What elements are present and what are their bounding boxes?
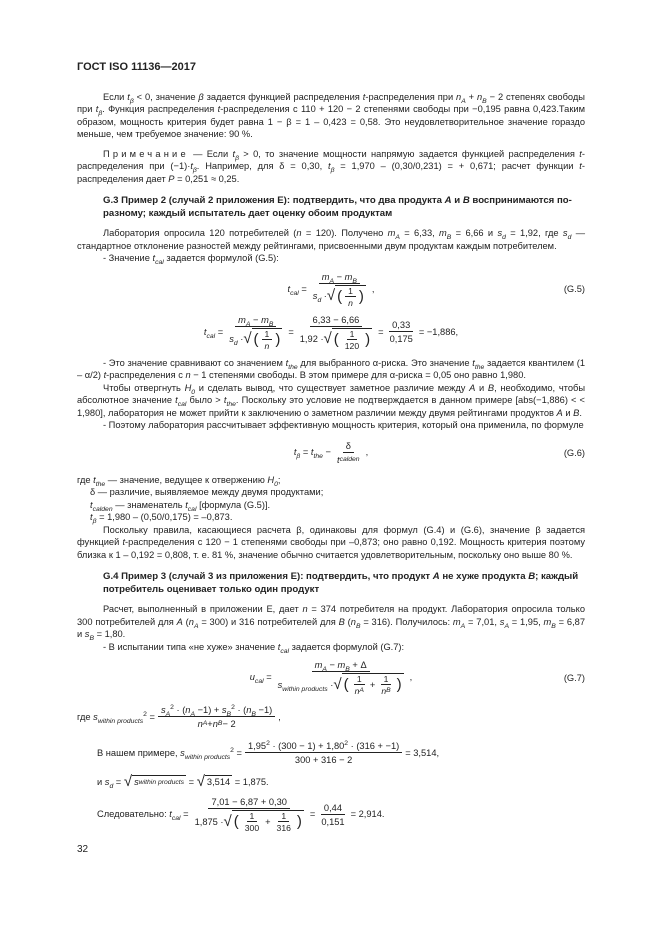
italic-symbol: n	[188, 616, 194, 627]
result: = 3,514,	[405, 747, 440, 758]
subscript: d	[109, 782, 114, 790]
formula-s-within	[77, 702, 585, 732]
subscript: A	[193, 622, 199, 630]
italic-symbol: t	[127, 91, 130, 102]
paragraph: Расчет, выполненный в приложении Е, дает n = 374 потребителя на продукт. Лаборатория опросила только 300 потребителей для A $(n_A = 300)$ и 316 потребителей для B $(n_B = 316)$. Получилось: $m_A = 7,01$, $s_A = 1,95$, $m_B = 6,87$ и $s_B = 1,80$.	[77, 604, 585, 642]
italic-symbol: t	[287, 283, 291, 294]
document-header: ГОСТ ISO 11136—2017	[77, 61, 196, 73]
result: = 1,875.	[234, 776, 269, 787]
formula-lhs: Следовательно: $t_{cal}$ =	[97, 809, 189, 823]
formula-lhs: $t_{cal}$ =	[287, 283, 307, 297]
formula-g6	[77, 438, 585, 468]
italic-symbol: t	[223, 395, 227, 405]
formula-lhs: и $s_d$ =	[97, 776, 122, 790]
formula-result	[77, 796, 585, 833]
italic-symbol: s	[497, 228, 503, 238]
note: Примечание — Если $t_\beta > 0$, то значение мощности напрямую задается функцией распределения t-распределения при $(-1)\cdot t_\beta$. Например, для δ = 0,30, $t_\beta = 1,970 - (0,30/0,231)$ = + 0,671; расчет функции t-распределения дает P = 0,251 ≈ 0,25.	[77, 148, 585, 184]
subscript: d	[317, 296, 322, 304]
fraction	[297, 314, 375, 351]
subscript: B	[446, 233, 452, 241]
italic-symbol: t	[152, 253, 156, 263]
numerator: $1,95^2 \cdot (300 - 1) + 1,80^2 \cdot (316 + -1)$	[245, 740, 402, 753]
subscript: cal	[171, 815, 181, 823]
italic-symbol: B	[338, 616, 345, 627]
italic-symbol: A	[176, 616, 183, 627]
num: 1	[345, 286, 356, 297]
equals: =	[378, 326, 384, 337]
subscript: cal	[290, 289, 299, 297]
paragraph: - В испытании типа «не хуже» значение $t_{cal}$ задается формулой (G.7):	[103, 641, 405, 655]
italic-symbol: m	[387, 228, 396, 238]
italic-symbol: P	[168, 173, 175, 184]
punct: ,	[409, 672, 413, 683]
italic-symbol: n	[456, 91, 462, 102]
subscript: A	[190, 710, 196, 718]
result: = 2,914.	[350, 809, 385, 820]
num: 1	[262, 329, 273, 340]
subscript: within products	[184, 753, 231, 761]
subscript: cal	[254, 678, 264, 686]
subscript: the	[95, 480, 106, 488]
denominator	[297, 327, 375, 351]
italic-symbol: s	[134, 777, 139, 788]
italic-symbol: s	[277, 679, 283, 690]
sqrt: √ ( $\frac{1}{300}$ + $\frac{1}{316}$ )	[223, 811, 302, 833]
formula-label: (G.7)	[563, 672, 585, 683]
italic-symbol: s	[229, 334, 234, 344]
italic-symbol: A	[444, 195, 452, 206]
fraction	[226, 314, 285, 351]
italic-symbol: t	[90, 499, 93, 510]
den-text: $s_d$ ·	[229, 334, 244, 347]
fraction	[310, 271, 369, 308]
num: 1	[381, 674, 392, 685]
num: 1	[354, 674, 365, 685]
italic-symbol: t	[293, 447, 297, 458]
denominator: 300 + 316 − 2	[294, 755, 353, 765]
italic-symbol: t	[93, 474, 96, 485]
italic-symbol: t	[310, 447, 314, 458]
paragraph: - Поэтому лаборатория рассчитывает эффективную мощность критерия, который она применила, по формуле	[103, 420, 584, 430]
numerator: $m_A - m_B + \Delta$	[312, 659, 370, 672]
subscript: B	[551, 622, 556, 630]
num: 1	[278, 811, 289, 822]
den	[262, 340, 273, 351]
subscript: cal	[280, 647, 290, 655]
where-line: $t_\beta = 1,980 - (0,50/0,175) = -0,873$.	[90, 512, 233, 525]
den	[345, 297, 356, 308]
italic-symbol: t	[277, 641, 281, 652]
numerator: 7,01 − 6,87 + 0,30	[208, 796, 289, 809]
italic-symbol: n	[354, 686, 360, 696]
subscript: 0	[274, 480, 278, 488]
subscript: cal	[206, 332, 216, 340]
italic-symbol: n	[185, 370, 191, 380]
den: 300	[244, 823, 260, 833]
sqrt: √ s within products	[123, 773, 185, 790]
superscript: 2	[170, 703, 174, 711]
formula-g5-calc	[77, 314, 585, 351]
italic-symbol: n	[246, 705, 252, 715]
italic-symbol: s	[312, 291, 318, 301]
fraction	[192, 796, 307, 833]
den: 316	[276, 823, 291, 833]
paragraph: - Это значение сравнивают со значением $t_{the}$ для выбранного α-риска. Это значение $t_{the}$ задается квантилем (1 – α/2) t-распределения с n − 1 степенями свободы. В этом примере для α-риска = 0,05 оно равно 1,980.	[77, 357, 586, 380]
subscript: β	[129, 97, 134, 105]
radicand: 3,514	[206, 777, 231, 788]
where-line: $t_{calden}$ — знаменатель $t_{cal}$ [формула (G.5)].	[90, 499, 271, 513]
den: n B	[381, 686, 391, 696]
italic-symbol: m	[238, 314, 246, 325]
fraction	[158, 704, 275, 730]
subscript: B	[251, 710, 256, 718]
formula-lhs: $t_{cal}$ =	[203, 326, 224, 340]
document-page	[77, 61, 585, 839]
italic-symbol: n	[185, 705, 191, 715]
denominator: 0,175	[389, 334, 413, 344]
subscript: the	[288, 363, 298, 371]
num: 1	[247, 811, 258, 822]
italic-symbol: t	[285, 357, 289, 368]
italic-symbol: t	[122, 537, 126, 547]
italic-symbol: m	[452, 616, 461, 627]
numerator: δ	[343, 440, 354, 453]
formula-example	[77, 738, 585, 768]
italic-symbol: t	[185, 499, 188, 510]
subscript: within products	[282, 685, 328, 693]
subscript: A	[322, 665, 327, 673]
denominator	[226, 327, 285, 351]
italic-symbol: n	[348, 297, 353, 308]
paragraph: Лаборатория опросила 120 потребителей (n = 120). Получено $m_A = 6,33$, $m_B = 6,66$ и $s_d = 1,92$, где $s_d$ — стандартное отклонение разностей между рейтингами, присвоенными двум продуктам каждым потребителем.	[77, 228, 585, 251]
italic-symbol: m	[439, 228, 447, 238]
equals: =	[188, 776, 195, 787]
subscript: B	[355, 622, 361, 630]
italic-symbol: n	[477, 91, 483, 102]
subscript: B	[345, 665, 350, 673]
subscript: β	[235, 154, 239, 162]
italic-symbol: m	[344, 271, 353, 282]
sqrt: √ ( $\frac{1}{n}$ )	[326, 285, 364, 308]
superscript: 2	[266, 739, 270, 747]
subscript: β	[192, 166, 197, 174]
italic-symbol: β	[198, 91, 204, 102]
punct: ,	[365, 447, 369, 458]
denominator	[192, 809, 307, 833]
subscript: β	[98, 109, 103, 117]
fraction	[318, 802, 347, 828]
subscript: calden	[92, 505, 113, 513]
superscript: 2	[143, 710, 147, 718]
fraction	[334, 440, 363, 466]
italic-symbol: B	[487, 382, 495, 393]
formula-g5	[77, 271, 585, 308]
subscript: B	[89, 634, 94, 642]
superscript: 2	[231, 703, 235, 711]
subscript: the	[474, 363, 485, 371]
den-text: 1,875 ·	[194, 816, 224, 827]
italic-symbol: n	[212, 719, 218, 729]
subscript: A	[504, 622, 509, 630]
sqrt: √ ( 1 n A + 1 n B )	[333, 674, 402, 696]
subscript: β	[92, 517, 97, 525]
subscript: B	[268, 320, 274, 328]
section-heading-g4: G.4 Пример 3 (случай 3 из приложения Е): подтвердить, что продукт A не хуже продукта B; каждый потребитель оценивает только один продукт	[103, 571, 579, 595]
subscript: d	[233, 339, 238, 347]
italic-symbol: t	[472, 357, 475, 368]
den: 120	[344, 340, 360, 351]
formula-lhs: $t_\beta = t_{the}$ −	[293, 447, 331, 461]
subscript: A	[329, 277, 335, 285]
plus: +	[369, 680, 376, 690]
italic-symbol: n	[296, 228, 302, 238]
italic-symbol: t	[336, 454, 340, 465]
punct: ,	[278, 711, 281, 722]
fraction	[245, 740, 402, 766]
italic-symbol: s	[562, 228, 568, 238]
sqrt: √ ( $\frac{1}{n}$ )	[243, 328, 281, 351]
italic-symbol: m	[314, 660, 323, 670]
italic-symbol: n	[197, 719, 203, 729]
where-line: δ — различие, выявляемое между двумя продуктами;	[90, 487, 324, 497]
italic-symbol: n	[350, 616, 356, 627]
italic-symbol: n	[381, 686, 387, 696]
denominator	[275, 672, 407, 696]
italic-symbol: t	[190, 161, 193, 171]
subscript: A	[245, 320, 251, 328]
italic-symbol: t	[103, 370, 107, 380]
paragraph: - Значение $t_{cal}$ задается формулой (G.5):	[103, 253, 279, 266]
formula-g7	[77, 659, 585, 696]
formula-lhs: где $s_{within products}^2$ =	[77, 710, 155, 725]
italic-symbol: t	[175, 395, 178, 405]
subscript: A	[395, 233, 400, 241]
paragraph: Поскольку правила, касающиеся расчета β, одинаковы для формул (G.4) и (G.6), значение β задается функцией t-распределения с 120 − 1 степенями свободы при –0,873; оно равно 0,192. Мощность критерия поэтому близка к 1 – 0,192 = 0,808, т. е. 81 %, значение обычно считается удовлетворительным, поскольку оно выше 80 %.	[77, 524, 585, 560]
paragraph: Если $t_\beta < 0$, значение β задается функцией распределения t-распределения при $n_A + n_B - 2$ степенях свободы при $t_\beta$. Функция распределения t-распределения с 110 + 120 − 2 степенями свободы при −0,195 равна 0,423.Таким образом, мощность критерия будет равна 1 − β = 1 – 0,423 = 0,58. Это неудовлетворительное значение гораздо меньше, чем требуемое значение: 90 %.	[77, 91, 585, 139]
italic-symbol: s	[221, 705, 227, 715]
den-text: 1,92 ·	[299, 334, 324, 344]
subscript: d	[567, 233, 572, 241]
denominator: n A + n B − 2	[197, 719, 236, 729]
equals: =	[288, 326, 294, 337]
subscript: cal	[187, 505, 197, 513]
fraction	[387, 319, 416, 345]
italic-symbol: s	[84, 629, 90, 639]
subscript: A	[461, 97, 466, 105]
fraction	[275, 659, 407, 696]
italic-symbol: m	[337, 660, 346, 670]
page-number: 32	[77, 844, 89, 855]
numerator: 0,33	[389, 319, 413, 332]
numerator: 0,44	[321, 802, 345, 815]
den-text: $s_d$ ·	[312, 291, 327, 304]
italic-symbol: t	[579, 161, 582, 171]
formula-lhs: $u_{cal}$ =	[249, 672, 272, 686]
italic-symbol: A	[469, 382, 476, 393]
italic-symbol: s	[180, 747, 185, 758]
italic-symbol: A	[556, 407, 563, 418]
subscript: cal	[155, 258, 164, 266]
italic-symbol: u	[249, 672, 255, 683]
plus: +	[265, 817, 271, 827]
subscript: B	[352, 277, 357, 285]
spaced-label: Примечание	[103, 148, 189, 159]
subscript: the	[313, 453, 323, 461]
italic-symbol: A	[432, 571, 440, 582]
italic-symbol: m	[543, 616, 552, 627]
superscript: 2	[230, 746, 234, 754]
sqrt: √ 3,514	[196, 773, 231, 790]
italic-symbol: B	[528, 571, 536, 582]
italic-symbol: t	[232, 148, 236, 159]
italic-symbol: B	[462, 195, 470, 206]
italic-symbol: m	[321, 271, 330, 282]
subscript: within products	[97, 717, 144, 725]
equals: =	[309, 809, 316, 820]
italic-symbol: H	[184, 382, 192, 393]
subscript: B	[226, 710, 232, 718]
italic-symbol: t	[579, 148, 582, 159]
radicand: s within products	[134, 777, 185, 788]
italic-symbol: s	[499, 616, 505, 627]
italic-symbol: t	[362, 91, 366, 102]
subscript: 0	[191, 388, 196, 396]
subscript: cal	[177, 400, 187, 408]
where-line: где $t_{the}$ — значение, ведущее к отвержению $H_0$;	[77, 474, 281, 488]
sqrt: √ ( $\frac{1}{120}$ )	[323, 328, 371, 351]
subscript: β	[296, 453, 301, 461]
italic-symbol: t	[169, 809, 172, 820]
formula-label: (G.6)	[563, 447, 585, 458]
denominator: 0,151	[321, 816, 345, 827]
italic-symbol: n	[302, 604, 308, 614]
italic-symbol: t	[95, 104, 99, 114]
den-text: $s_{within products}$ ·	[277, 679, 334, 693]
numerator: $m_A - m_B$	[235, 314, 276, 327]
formula-lhs: В нашем примере, $s_{within products}^2$ =	[97, 746, 242, 761]
italic-symbol: t	[328, 161, 331, 171]
italic-symbol: B	[573, 407, 580, 418]
subscript: d	[502, 233, 506, 241]
denominator	[310, 284, 369, 308]
result: = −1,886,	[418, 326, 459, 337]
numerator: 6,33 − 6,66	[310, 314, 363, 327]
italic-symbol: s	[160, 705, 166, 715]
italic-symbol: s	[93, 711, 98, 722]
paragraph: Чтобы отвергнуть $H_0$ и сделать вывод, что существует заметное различие между A и B, необходимо, чтобы абсолютное значение $t_{cal}$ было > $t_{the}$. Поскольку это условие не подтверждается в данном примере [abs(−1,886) < < 1,980], лаборатория не может прийти к заключению о заметном различии между двумя рейтингами продуктов A и B.	[77, 382, 585, 418]
italic-symbol: t	[90, 512, 93, 522]
subscript: β	[330, 166, 335, 174]
formula-label: (G.5)	[563, 283, 585, 294]
denominator: t calden	[336, 454, 360, 465]
section-heading-g3: G.3 Пример 2 (случай 2 приложения Е): подтвердить, что два продукта A и B воспринимаются по-разному; каждый испытатель дает оценку обоим продуктам	[103, 195, 572, 219]
punct: ,	[371, 283, 375, 294]
italic-symbol: H	[267, 474, 275, 485]
italic-symbol: t	[217, 104, 221, 114]
subscript: the	[226, 400, 236, 408]
italic-symbol: s	[104, 776, 110, 787]
subscript: A	[460, 622, 466, 630]
formula-sd	[77, 774, 585, 790]
italic-symbol: t	[203, 326, 207, 337]
numerator: $m_A - m_B$	[319, 271, 360, 284]
den: n A	[354, 686, 364, 696]
superscript: 2	[344, 739, 349, 747]
italic-symbol: m	[261, 314, 269, 325]
subscript: A	[165, 710, 171, 718]
numerator: $s_A^2 \cdot (n_A -1) + s_B^2 \cdot (n_B -1)$	[158, 704, 275, 717]
subscript: B	[482, 97, 487, 105]
num: 1	[347, 329, 358, 340]
italic-symbol: n	[264, 340, 270, 351]
